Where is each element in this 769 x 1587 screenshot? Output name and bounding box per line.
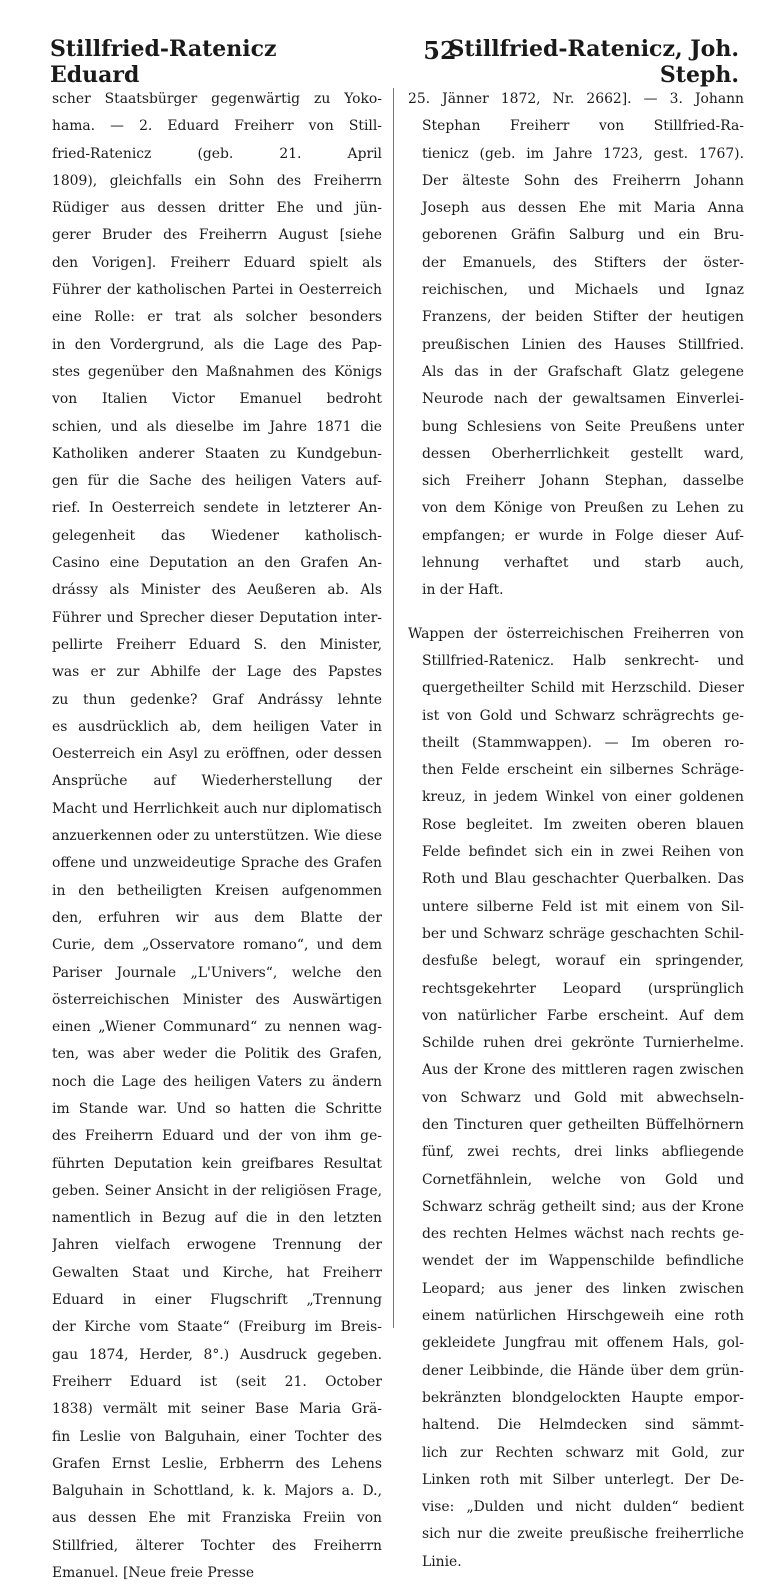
text-line: von natürlicher Farbe erscheint. Auf dem xyxy=(422,1007,744,1024)
text-line: quergetheilter Schild mit Herzschild. Dieser xyxy=(422,680,744,697)
text-line: anzuerkennen oder zu unterstützen. Wie diese xyxy=(52,828,382,845)
text-line: rief. In Oesterreich sendete in letzterer An- xyxy=(52,500,382,517)
text-line: der Emanuels, des Stifters der öster- xyxy=(422,254,744,271)
text-line: Stephan Freiherr von Stillfried-Ra- xyxy=(422,118,744,135)
text-line: schien, und als dieselbe im Jahre 1871 die xyxy=(52,418,382,435)
text-line: Jahren vielfach erwogene Trennung der xyxy=(52,1237,382,1254)
text-line: Linie. xyxy=(422,1553,462,1570)
text-line: Führer der katholischen Partei in Oesterreich xyxy=(52,282,382,299)
text-line: der Kirche vom Staate“ (Freiburg im Breis- xyxy=(52,1319,382,1336)
text-line: es ausdrücklich ab, dem heiligen Vater in xyxy=(52,718,382,735)
text-line: namentlich in Bezug auf die in den letzten xyxy=(52,1210,382,1227)
text-line: einem natürlichen Hirschgeweih eine roth xyxy=(422,1308,744,1325)
text-line: geborenen Gräfin Salburg und ein Bru- xyxy=(422,227,744,244)
text-line: stes gegenüber den Maßnahmen des Königs xyxy=(52,363,382,380)
text-line: hama. — 2. Eduard Freiherr von Still- xyxy=(52,118,382,135)
right-column xyxy=(408,86,744,1576)
text-line: zu thun gedenke? Graf Andrássy lehnte xyxy=(52,691,382,708)
text-line: rechtsgekehrter Leopard (ursprünglich xyxy=(422,980,744,997)
text-line: ist von Gold und Schwarz schrägrechts ge- xyxy=(422,707,744,724)
text-line: Ansprüche auf Wiederherstellung der xyxy=(52,773,382,790)
text-line: then Felde erscheint ein silbernes Schräge- xyxy=(422,762,744,779)
text-line: Oesterreich ein Asyl zu eröffnen, oder dessen xyxy=(52,746,382,763)
text-line: Aus der Krone des mittleren ragen zwischen xyxy=(422,1062,744,1079)
text-line: offene und unzweideutige Sprache des Grafen xyxy=(52,855,382,872)
text-line: desfuße belegt, worauf ein springender, xyxy=(422,953,744,970)
text-line: Rüdiger aus dessen dritter Ehe und jün- xyxy=(52,200,382,217)
text-line: haltend. Die Helmdecken sind sämmt- xyxy=(422,1417,744,1434)
text-line: Der älteste Sohn des Freiherrn Johann xyxy=(422,172,744,189)
text-line: aus dessen Ehe mit Franziska Freiin von xyxy=(52,1510,382,1527)
text-line: Balguhain in Schottland, k. k. Majors a. D., xyxy=(52,1483,382,1500)
text-line: Stillfried, älterer Tochter des Freiherrn xyxy=(52,1537,382,1554)
text-line: untere silberne Feld ist mit einem von Sil- xyxy=(422,898,744,915)
text-line: 25. Jänner 1872, Nr. 2662]. — 3. Johann xyxy=(408,91,744,107)
text-line: Macht und Herrlichkeit auch nur diplomatisch xyxy=(52,800,382,817)
text-line: in der Haft. xyxy=(422,582,504,599)
text-line: gelegenheit das Wiedener katholisch- xyxy=(52,527,382,544)
text-line: scher Staatsbürger gegenwärtig zu Yoko- xyxy=(52,91,382,107)
text-line: noch die Lage des heiligen Vaters zu ändern xyxy=(52,1073,382,1090)
text-line: in den betheiligten Kreisen aufgenommen xyxy=(52,882,382,899)
text-line: fin Leslie von Balguhain, einer Tochter des xyxy=(52,1428,382,1445)
coat-of-arms-section xyxy=(408,621,744,1576)
text-line: was er zur Abhilfe der Lage des Papstes xyxy=(52,664,382,681)
text-line: bung Schlesiens von Seite Preußens unter xyxy=(422,418,744,435)
section-gap xyxy=(408,605,744,621)
text-line: von dem Könige von Preußen zu Lehen zu xyxy=(422,500,744,517)
text-line: Gewalten Staat und Kirche, hat Freiherr xyxy=(52,1264,382,1281)
text-line: tienicz (geb. im Jahre 1723, gest. 1767). xyxy=(422,145,744,162)
text-line: Pariser Journale „L'Univers“, welche den xyxy=(52,964,382,981)
text-line: Cornetfähnlein, welche von Gold und xyxy=(422,1171,744,1188)
text-line: Leopard; aus jener des linken zwischen xyxy=(422,1280,744,1297)
text-line: 1809), gleichfalls ein Sohn des Freiherrn xyxy=(52,172,382,189)
text-line: den, erfuhren wir aus dem Blatte der xyxy=(52,909,382,926)
running-head-left: Stillfried-Ratenicz Eduard xyxy=(50,36,277,88)
text-line: fried-Ratenicz (geb. 21. April xyxy=(52,145,382,162)
text-line: Grafen Ernst Leslie, Erbherrn des Lehens xyxy=(52,1455,382,1472)
text-line: bekränzten blondgelockten Haupte empor- xyxy=(422,1389,744,1406)
text-line: von Italien Victor Emanuel bedroht xyxy=(52,391,382,408)
text-line: Rose begleitet. Im zweiten oberen blauen xyxy=(422,816,744,833)
text-line: dener Leibbinde, die Hände über dem grün- xyxy=(422,1362,744,1379)
text-line: wendet der im Wappenschilde befindliche xyxy=(422,1253,744,1270)
running-head-right: Stillfried-Ratenicz, Joh. Steph. xyxy=(448,36,739,88)
text-line: gerer Bruder des Freiherrn August [siehe xyxy=(52,227,382,244)
text-line: eine Rolle: er trat als solcher besonders xyxy=(52,309,382,326)
text-line: ten, was aber weder die Politik des Grafen, xyxy=(52,1046,382,1063)
text-line: Felde befindet sich ein in zwei Reihen von xyxy=(422,844,744,861)
text-line: drássy als Minister des Aeußeren ab. Als xyxy=(52,582,382,599)
text-line: österreichischen Minister des Auswärtigen xyxy=(52,991,382,1008)
text-line: dessen Oberherrlichkeit gestellt ward, xyxy=(422,445,744,462)
text-line: Schwarz schräg getheilt sind; aus der Krone xyxy=(422,1198,744,1215)
text-line: Neurode nach der gewaltsamen Einverlei- xyxy=(422,391,744,408)
page-header xyxy=(50,36,739,88)
text-line: den Vorigen]. Freiherr Eduard spielt als xyxy=(52,254,382,271)
text-line: Joseph aus dessen Ehe mit Maria Anna xyxy=(422,200,744,217)
text-line: Führer und Sprecher dieser Deputation inter- xyxy=(52,609,382,626)
text-line: des Freiherrn Eduard und der von ihm ge- xyxy=(52,1128,382,1145)
text-line: Roth und Blau geschachter Querbalken. Das xyxy=(422,871,744,888)
text-line: von Schwarz und Gold mit abwechseln- xyxy=(422,1089,744,1106)
text-line: gau 1874, Herder, 8°.) Ausdruck gegeben. xyxy=(52,1346,382,1363)
text-line: Als das in der Grafschaft Glatz gelegene xyxy=(422,363,744,380)
biography-continuation xyxy=(408,86,744,605)
text-line: Emanuel. [Neue freie Presse xyxy=(52,1565,255,1582)
text-line: ber und Schwarz schräge geschachten Schil- xyxy=(422,925,744,942)
text-line: Schilde ruhen drei gekrönte Turnierhelme. xyxy=(422,1035,744,1052)
text-line: Franzens, der beiden Stifter der heutigen xyxy=(422,309,744,326)
text-line: des rechten Helmes wächst nach rechts ge- xyxy=(422,1226,744,1243)
page-number: 52 xyxy=(423,36,457,65)
column-divider xyxy=(393,88,394,1328)
text-line: lehnung verhaftet und starb auch, xyxy=(422,555,744,572)
text-line: sich Freiherr Johann Stephan, dasselbe xyxy=(422,473,744,490)
text-line: geben. Seiner Ansicht in der religiösen Frage, xyxy=(52,1182,382,1199)
text-line: Linken roth mit Silber unterlegt. Der De- xyxy=(422,1471,744,1488)
text-line: gen für die Sache des heiligen Vaters auf- xyxy=(52,473,382,490)
text-line: empfangen; er wurde in Folge dieser Auf- xyxy=(422,527,744,544)
text-line: pellirte Freiherr Eduard S. den Minister, xyxy=(52,636,382,653)
text-line: einen „Wiener Communard“ zu nennen wag- xyxy=(52,1019,382,1036)
text-line: preußischen Linien des Hauses Stillfried. xyxy=(422,336,744,353)
text-line: Curie, dem „Osservatore romano“, und dem xyxy=(52,937,382,954)
text-line: kreuz, in jedem Winkel von einer goldenen xyxy=(422,789,744,806)
text-line: in den Vordergrund, als die Lage des Pap- xyxy=(52,336,382,353)
text-line: im Stande war. Und so hatten die Schritte xyxy=(52,1100,382,1117)
text-line: vise: „Dulden und nicht dulden“ bedient xyxy=(422,1499,744,1516)
text-line: führten Deputation kein greifbares Resultat xyxy=(52,1155,382,1172)
text-line: 1838) vermält mit seiner Base Maria Grä- xyxy=(52,1401,382,1418)
text-line: Eduard in einer Flugschrift „Trennung xyxy=(52,1292,382,1309)
text-line: Casino eine Deputation an den Grafen An- xyxy=(52,555,382,572)
text-line: Stillfried-Ratenicz. Halb senkrecht- und xyxy=(422,652,744,669)
text-line: Wappen der österreichischen Freiherren von xyxy=(408,625,744,642)
text-line: sich nur die zweite preußische freiherrliche xyxy=(422,1526,744,1543)
text-line: den Tincturen quer getheilten Büffelhörnern xyxy=(422,1116,744,1133)
left-column xyxy=(52,86,382,1587)
text-line: lich zur Rechten schwarz mit Gold, zur xyxy=(422,1444,744,1461)
text-line: gekleidete Jungfrau mit offenem Hals, gol- xyxy=(422,1335,744,1352)
text-line: Katholiken anderer Staaten zu Kundgebun- xyxy=(52,445,382,462)
text-line: reichischen, und Michaels und Ignaz xyxy=(422,282,744,299)
text-line: theilt (Stammwappen). — Im oberen ro- xyxy=(422,734,744,751)
text-line: Freiherr Eduard ist (seit 21. October xyxy=(52,1373,382,1390)
text-line: fünf, zwei rechts, drei links abfliegende xyxy=(422,1144,744,1161)
